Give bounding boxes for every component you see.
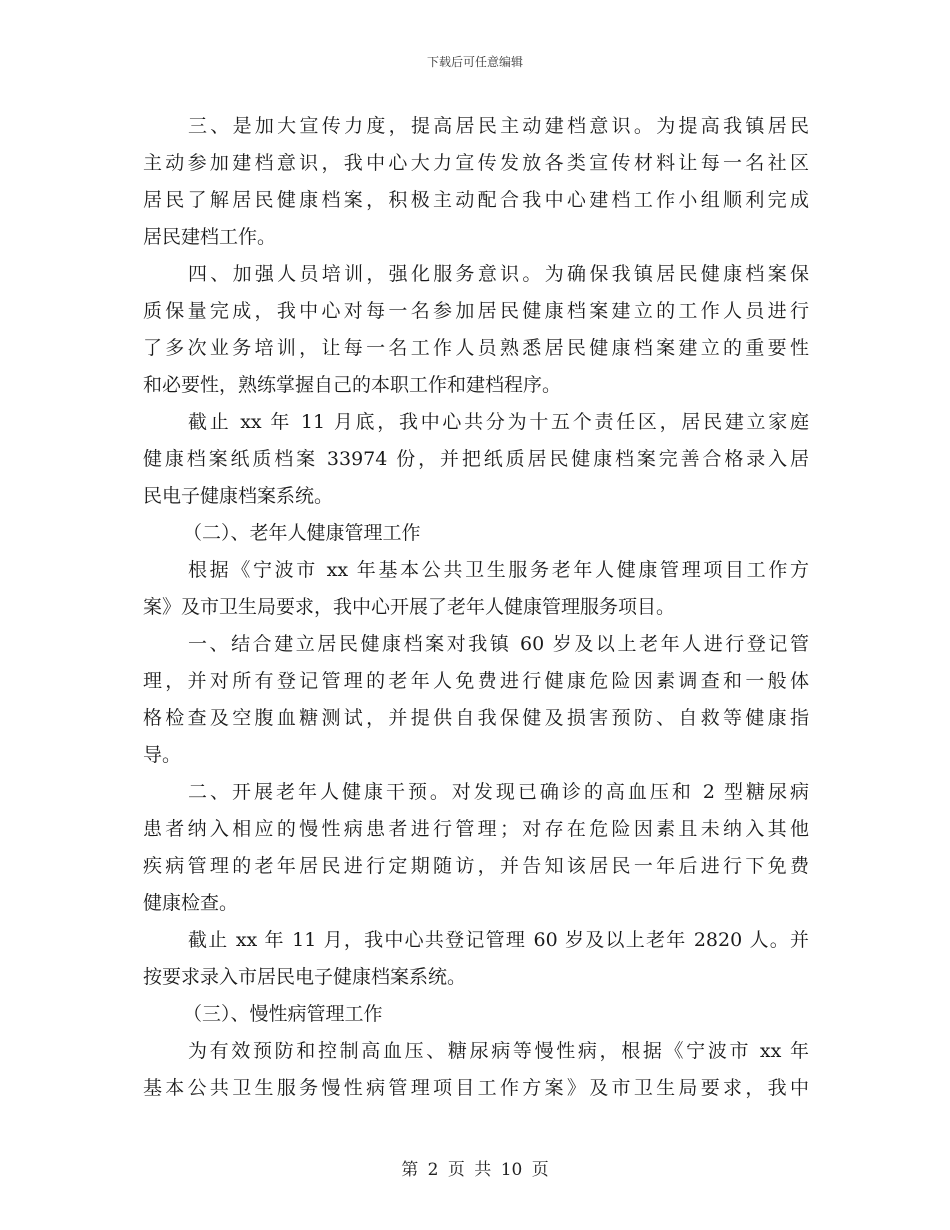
paragraph (143, 404, 809, 515)
document-body (143, 108, 809, 1107)
page-header: 下载后可任意编辑 (426, 55, 523, 69)
paragraph (143, 774, 809, 922)
paragraph (143, 552, 809, 626)
text-line: 案》及市卫生局要求，我中心开展了老年人健康管理服务项目。 (143, 596, 676, 618)
text-line: 民电子健康档案系统。 (143, 485, 334, 507)
text-line: 按要求录入市居民电子健康档案系统。 (143, 966, 467, 988)
text-line: 理，并对所有登记管理的老年人免费进行健康危险因素调查和一般体 (143, 670, 809, 692)
paragraph (143, 256, 809, 404)
text-line: 居民了解居民健康档案，积极主动配合我中心建档工作小组顺利完成 (143, 189, 809, 211)
text-line: 疾病管理的老年居民进行定期随访，并告知该居民一年后进行下免费 (143, 855, 809, 877)
text-line: 三、是加大宣传力度，提高居民主动建档意识。为提高我镇居民 (188, 115, 809, 137)
text-line: 和必要性，熟练掌握自己的本职工作和建档程序。 (143, 374, 562, 396)
text-line: 格检查及空腹血糖测试，并提供自我保健及损害预防、自救等健康指 (143, 707, 809, 729)
paragraph (143, 1033, 809, 1107)
text-line: 了多次业务培训，让每一名工作人员熟悉居民健康档案建立的重要性 (143, 337, 809, 359)
text-line: 基本公共卫生服务慢性病管理项目工作方案》及市卫生局要求，我中 (143, 1077, 809, 1099)
text-line: 健康检查。 (143, 892, 239, 914)
section-heading (143, 515, 809, 552)
paragraph (143, 108, 809, 256)
text-line: 截止 xx 年 11 月，我中心共登记管理 60 岁及以上老年 2820 人。并 (188, 929, 809, 951)
text-line: 居民建档工作。 (143, 226, 277, 248)
text-line: 导。 (143, 744, 182, 766)
text-line: 根据《宁波市 xx 年基本公共卫生服务老年人健康管理项目工作方 (188, 559, 809, 581)
text-line: 为有效预防和控制高血压、糖尿病等慢性病，根据《宁波市 xx 年 (188, 1040, 809, 1062)
section-heading (143, 996, 809, 1033)
text-line: 一、结合建立居民健康档案对我镇 60 岁及以上老年人进行登记管 (188, 633, 809, 655)
text-line: 主动参加建档意识，我中心大力宣传发放各类宣传材料让每一名社区 (143, 152, 809, 174)
text-line: 质保量完成，我中心对每一名参加居民健康档案建立的工作人员进行 (143, 300, 809, 322)
text-line: 患者纳入相应的慢性病患者进行管理；对存在危险因素且未纳入其他 (143, 818, 809, 840)
text-line: 二、开展老年人健康干预。对发现已确诊的高血压和 2 型糖尿病 (188, 781, 809, 803)
paragraph (143, 626, 809, 774)
page-footer: 第 2 页 共 10 页 (401, 1160, 549, 1180)
text-line: （二）、老年人健康管理工作 (183, 522, 421, 544)
text-line: （三）、慢性病管理工作 (183, 1003, 383, 1025)
text-line: 截止 xx 年 11 月底，我中心共分为十五个责任区，居民建立家庭 (188, 411, 809, 433)
paragraph (143, 922, 809, 996)
text-line: 四、加强人员培训，强化服务意识。为确保我镇居民健康档案保 (188, 263, 809, 285)
text-line: 健康档案纸质档案 33974 份，并把纸质居民健康档案完善合格录入居 (143, 448, 809, 470)
